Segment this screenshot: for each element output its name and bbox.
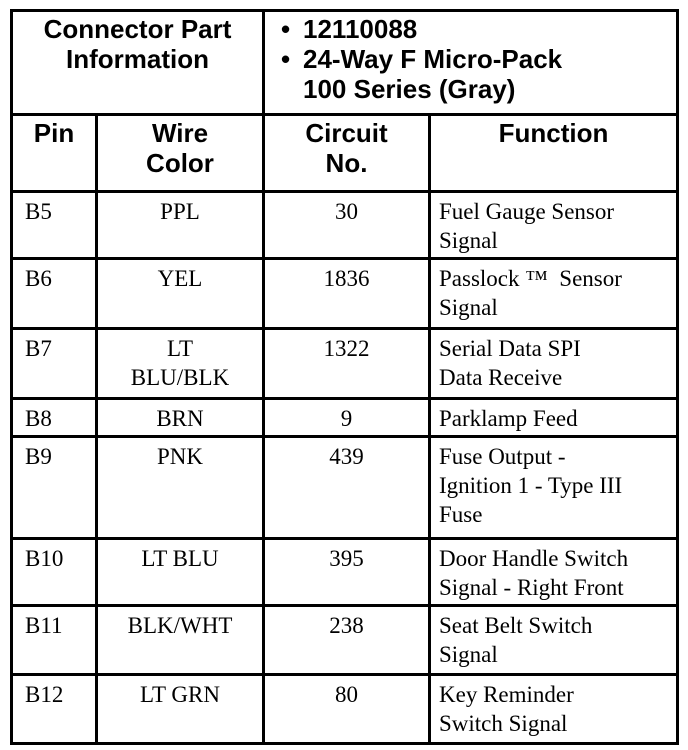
column-header-label: Function xyxy=(498,118,609,148)
table-row xyxy=(12,399,678,437)
bullet-icon: • xyxy=(281,14,291,44)
function-line: Fuse Output - xyxy=(439,444,566,469)
wire-color-cell xyxy=(97,606,264,675)
connector-document xyxy=(10,9,676,742)
connector-description-line xyxy=(281,44,676,74)
function-line: Signal xyxy=(439,228,498,253)
function-cell xyxy=(430,539,678,606)
function-cell xyxy=(430,329,678,399)
pin-cell: B10 xyxy=(12,539,97,606)
connector-info-values-cell xyxy=(264,11,678,115)
column-header-label: Color xyxy=(146,148,214,178)
pin-cell: B9 xyxy=(12,437,97,539)
circuit-cell: 439 xyxy=(264,437,430,539)
connector-info-title-cell xyxy=(12,11,264,115)
wire-color-cell xyxy=(97,437,264,539)
wire-color-cell xyxy=(97,675,264,744)
column-header-label: Circuit xyxy=(305,118,388,148)
table-row xyxy=(12,539,678,606)
table-row xyxy=(12,675,678,744)
wire-color-line: BLK/WHT xyxy=(127,613,233,638)
column-header-function xyxy=(430,115,678,192)
column-header-circuit-no xyxy=(264,115,430,192)
part-number: 12110088 xyxy=(303,14,418,44)
column-header-wire-color xyxy=(97,115,264,192)
function-line: Switch Signal xyxy=(439,711,568,736)
function-line: Passlock ™ Sensor xyxy=(439,266,622,291)
function-cell xyxy=(430,259,678,329)
pin-cell: B6 xyxy=(12,259,97,329)
function-line: Signal xyxy=(439,642,498,667)
wire-color-line: PPL xyxy=(160,199,200,224)
pin-cell: B11 xyxy=(12,606,97,675)
connector-info-title-line: Information xyxy=(66,44,209,74)
wire-color-line: LT BLU xyxy=(141,546,219,571)
function-cell xyxy=(430,192,678,259)
wire-color-cell xyxy=(97,259,264,329)
connector-description-continued: 100 Series (Gray) xyxy=(303,74,516,104)
wire-color-line: BRN xyxy=(156,406,204,431)
connector-table xyxy=(10,9,679,745)
wire-color-cell xyxy=(97,399,264,437)
function-line: Data Receive xyxy=(439,365,563,390)
function-cell xyxy=(430,437,678,539)
function-line: Fuse xyxy=(439,502,483,527)
table-row xyxy=(12,329,678,399)
circuit-cell: 1322 xyxy=(264,329,430,399)
function-line: Serial Data SPI xyxy=(439,336,581,361)
wire-color-line: LT xyxy=(167,336,193,361)
table-row xyxy=(12,606,678,675)
wire-color-line: PNK xyxy=(156,444,203,469)
column-header-label: Pin xyxy=(33,118,75,148)
circuit-cell: 30 xyxy=(264,192,430,259)
part-number-line xyxy=(281,14,676,44)
pin-cell: B5 xyxy=(12,192,97,259)
pin-cell: B8 xyxy=(12,399,97,437)
connector-info-title-line: Connector Part xyxy=(43,14,232,44)
circuit-cell: 1836 xyxy=(264,259,430,329)
table-row xyxy=(12,437,678,539)
table-row xyxy=(12,192,678,259)
function-line: Seat Belt Switch xyxy=(439,613,593,638)
pin-cell: B12 xyxy=(12,675,97,744)
function-line: Key Reminder xyxy=(439,682,574,707)
connector-description-line xyxy=(303,74,676,104)
connector-info-row xyxy=(12,11,678,115)
wire-color-line: YEL xyxy=(157,266,203,291)
circuit-cell: 238 xyxy=(264,606,430,675)
function-cell xyxy=(430,675,678,744)
circuit-cell: 9 xyxy=(264,399,430,437)
wire-color-cell xyxy=(97,329,264,399)
function-line: Signal - Right Front xyxy=(439,575,624,600)
pin-cell: B7 xyxy=(12,329,97,399)
function-line: Ignition 1 - Type III xyxy=(439,473,623,498)
table-row xyxy=(12,259,678,329)
function-line: Signal xyxy=(439,295,498,320)
function-line: Door Handle Switch xyxy=(439,546,629,571)
bullet-icon: • xyxy=(281,44,291,74)
function-line: Parklamp Feed xyxy=(439,406,578,431)
column-header-pin xyxy=(12,115,97,192)
wire-color-line: BLU/BLK xyxy=(130,365,230,390)
wire-color-cell xyxy=(97,539,264,606)
wire-color-cell xyxy=(97,192,264,259)
connector-description: 24-Way F Micro-Pack xyxy=(303,44,563,74)
column-header-row xyxy=(12,115,678,192)
column-header-label: Wire xyxy=(151,118,209,148)
column-header-label: No. xyxy=(325,148,368,178)
wire-color-line: LT GRN xyxy=(140,682,220,707)
function-line: Fuel Gauge Sensor xyxy=(439,199,615,224)
function-cell xyxy=(430,399,678,437)
circuit-cell: 395 xyxy=(264,539,430,606)
circuit-cell: 80 xyxy=(264,675,430,744)
function-cell xyxy=(430,606,678,675)
